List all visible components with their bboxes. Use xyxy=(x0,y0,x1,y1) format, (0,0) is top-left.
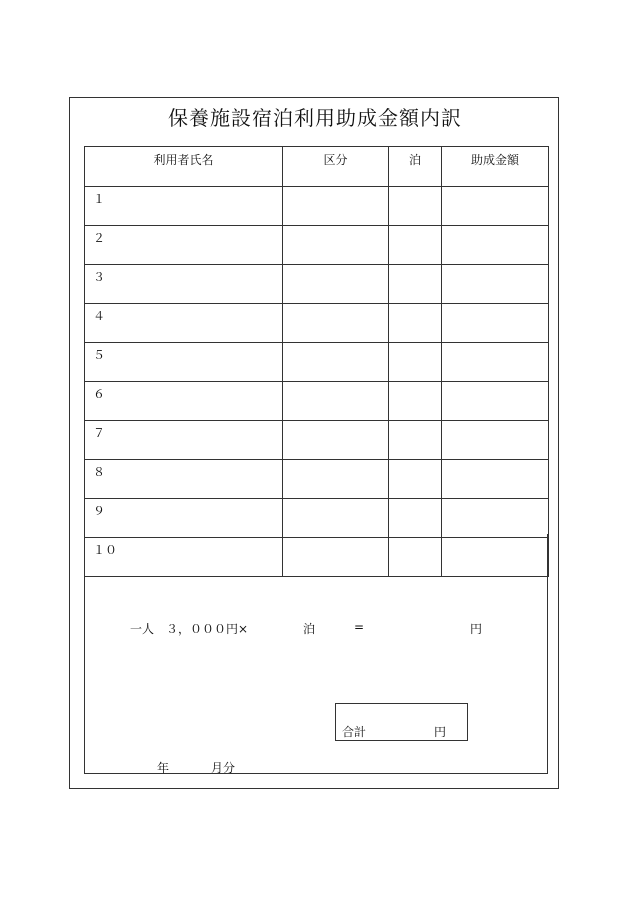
nights-cell xyxy=(389,421,442,460)
subsidy-amount-cell xyxy=(442,421,549,460)
row-number: ７ xyxy=(85,421,283,460)
subsidy-amount-cell xyxy=(442,382,549,421)
category-cell xyxy=(283,265,389,304)
table-row xyxy=(85,226,549,265)
document-title: 保養施設宿泊利用助成金額内訳 xyxy=(168,106,462,130)
category-cell xyxy=(283,304,389,343)
table-row xyxy=(85,304,549,343)
subsidy-amount-cell xyxy=(442,187,549,226)
row-number: ９ xyxy=(85,499,283,538)
subsidy-amount-cell xyxy=(442,265,549,304)
row-number: ４ xyxy=(85,304,283,343)
table-row xyxy=(85,421,549,460)
header-user-name: 利用者氏名 xyxy=(85,147,283,187)
category-cell xyxy=(283,460,389,499)
year-label: 年 xyxy=(157,761,170,775)
table-row xyxy=(85,499,549,538)
nights-cell xyxy=(389,382,442,421)
row-number: ５ xyxy=(85,343,283,382)
row-number: ３ xyxy=(85,265,283,304)
header-nights: 泊 xyxy=(389,147,442,187)
table-row xyxy=(85,460,549,499)
category-cell xyxy=(283,421,389,460)
category-cell xyxy=(283,226,389,265)
subsidy-amount-cell xyxy=(442,226,549,265)
calculation-area xyxy=(84,534,548,774)
nights-cell xyxy=(389,265,442,304)
row-number: １ xyxy=(85,187,283,226)
header-category: 区分 xyxy=(283,147,389,187)
row-number: ６ xyxy=(85,382,283,421)
total-yen-label: 円 xyxy=(434,725,447,739)
month-label: 月分 xyxy=(211,761,236,775)
row-number: ２ xyxy=(85,226,283,265)
subsidy-amount-cell xyxy=(442,499,549,538)
category-cell xyxy=(283,499,389,538)
header-subsidy-amount: 助成金額 xyxy=(442,147,549,187)
table-row xyxy=(85,187,549,226)
nights-cell xyxy=(389,343,442,382)
nights-cell xyxy=(389,304,442,343)
subsidy-amount-cell xyxy=(442,304,549,343)
total-label: 合計 xyxy=(342,725,367,739)
category-cell xyxy=(283,382,389,421)
table-header-row xyxy=(85,147,549,187)
nights-cell xyxy=(389,460,442,499)
subsidy-table xyxy=(84,146,549,577)
per-person-rate: 一人 ３，０００円× xyxy=(130,622,249,636)
total-box xyxy=(335,703,468,741)
subsidy-amount-cell xyxy=(442,460,549,499)
subsidy-amount-cell xyxy=(442,343,549,382)
table-row xyxy=(85,265,549,304)
amount-yen-label: 円 xyxy=(470,622,483,636)
table-row xyxy=(85,343,549,382)
table-row xyxy=(85,382,549,421)
nights-cell xyxy=(389,187,442,226)
nights-cell xyxy=(389,226,442,265)
nights-cell xyxy=(389,499,442,538)
equals-sign: = xyxy=(354,620,365,634)
category-cell xyxy=(283,343,389,382)
nights-label: 泊 xyxy=(303,622,316,636)
row-number: ８ xyxy=(85,460,283,499)
row-number: １０ xyxy=(85,538,283,577)
category-cell xyxy=(283,187,389,226)
